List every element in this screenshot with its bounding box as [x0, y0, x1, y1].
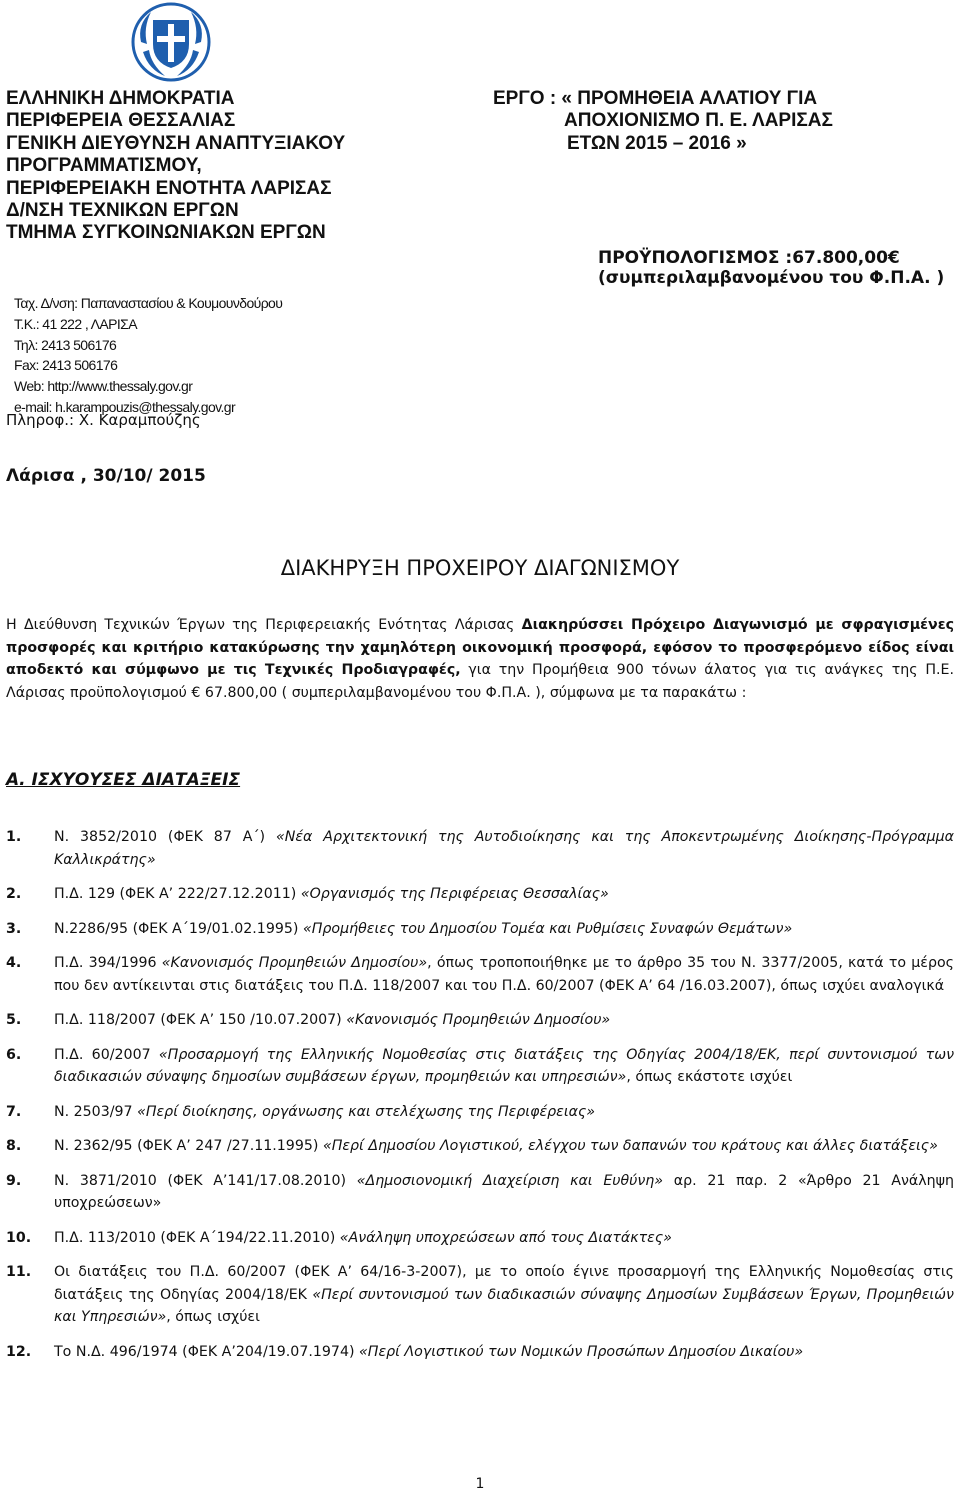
item-text: Π.Δ. 118/2007 (ΦΕΚ Α’ 150 /10.07.2007)	[54, 1012, 347, 1028]
page-number: 1	[475, 1476, 485, 1492]
item-text: Ν. 3852/2010 (ΦΕΚ 87 Α΄)	[54, 829, 276, 845]
list-item	[6, 1341, 954, 1364]
project-header	[485, 88, 955, 155]
item-title: «Προμήθειες του Δημοσίου Τομέα και Ρυθμίσεις Συναφών Θεμάτων»	[302, 920, 793, 937]
item-number: 7.	[6, 1103, 22, 1120]
project-line: ΕΤΩΝ 2015 – 2016 »	[567, 132, 747, 154]
item-title: «Ανάληψη υποχρεώσεων από τους Διατάκτες»	[339, 1229, 672, 1246]
item-text: Π.Δ. 113/2010 (ΦΕΚ Α΄194/22.11.2010)	[54, 1229, 340, 1246]
item-text: , όπως ισχύει	[166, 1309, 260, 1325]
authority-header	[6, 88, 476, 245]
item-number: 11.	[6, 1264, 32, 1280]
list-item	[6, 1044, 954, 1089]
contact-block	[14, 293, 282, 418]
contact-email: e-mail: h.karampouzis@thessaly.gov.gr	[14, 398, 236, 415]
header-line: ΤΜΗΜΑ ΣΥΓΚΟΙΝΩΝΙΑΚΩΝ ΕΡΓΩΝ	[6, 222, 326, 244]
list-item	[6, 1261, 954, 1329]
budget-block	[598, 248, 944, 288]
header-line: Δ/ΝΣΗ ΤΕΧΝΙΚΩΝ ΕΡΓΩΝ	[6, 200, 239, 222]
item-text: Το Ν.Δ. 496/1974 (ΦΕΚ Α’204/19.07.1974)	[54, 1343, 360, 1360]
item-text: Ν. 2503/97	[54, 1103, 138, 1120]
item-title: «Κανονισμός Προμηθειών Δημοσίου»	[161, 955, 428, 971]
item-text: Π.Δ. 60/2007	[54, 1046, 159, 1063]
item-title: «Περί συντονισμού των διαδικασιών σύναψης Δημοσίων Συμβάσεων Έργων, Προμηθειών και Υπηρεσιών»	[54, 1286, 954, 1325]
item-number: 3.	[6, 920, 22, 937]
budget-line: ΠΡΟΫΠΟΛΟΓΙΣΜΟΣ :67.800,00€	[598, 248, 900, 268]
item-title: «Κανονισμός Προμηθειών Δημοσίου»	[346, 1012, 611, 1028]
item-text: Οι διατάξεις του Π.Δ. 60/2007 (ΦΕΚ Α’ 64/16-3-2007), με το οποίο έγινε προσαρμογή της Ελληνικής Νομοθεσίας στις διατάξεις της Οδηγίας 2004/18/ΕΚ	[54, 1264, 954, 1303]
greek-emblem-icon	[131, 2, 211, 82]
item-number: 2.	[6, 886, 22, 902]
list-item	[6, 1135, 954, 1158]
header-line: ΕΛΛΗΝΙΚΗ ΔΗΜΟΚΡΑΤΙΑ	[6, 88, 235, 109]
list-item	[6, 918, 954, 941]
contact-web: Web: http://www.thessaly.gov.gr	[14, 378, 193, 395]
contact-phone: Τηλ: 2413 506176	[14, 336, 117, 353]
project-line: ΑΠΟΧΙΟΝΙΣΜΟ Π. Ε. ΛΑΡΙΣΑΣ	[564, 110, 833, 132]
project-line: ΕΡΓΟ : « ΠΡΟΜΗΘΕΙΑ ΑΛΑΤΙΟΥ ΓΙΑ	[493, 88, 818, 109]
item-text: , όπως τροποποιήθηκε με το άρθρο 35 του Ν. 3377/2005, κατά το μέρος που δεν αντίκεινται στις διατάξεις του Π.Δ. 118/2007 και του Π.Δ. 60/2007 (ΦΕΚ Α’ 64 /16.03.2007), όπως ισχύει αναλογικά	[54, 955, 954, 994]
item-number: 1.	[6, 829, 22, 845]
item-title: «Νέα Αρχιτεκτονική της Αυτοδιοίκησης και της Αποκεντρωμένης Διοίκησης-Πρόγραμμα Καλλικράτης»	[54, 829, 954, 868]
item-number: 6.	[6, 1046, 22, 1063]
item-text: Ν. 3871/2010 (ΦΕΚ Α’141/17.08.2010)	[54, 1172, 357, 1189]
item-title: «Περί Δημοσίου Λογιστικού, ελέγχου των δαπανών του κράτους και άλλες διατάξεις»	[322, 1138, 938, 1154]
item-number: 5.	[6, 1012, 22, 1028]
item-text: Π.Δ. 129 (ΦΕΚ Α’ 222/27.12.2011)	[54, 886, 301, 902]
item-number: 9.	[6, 1172, 22, 1189]
contact-info: Πληροφ.: Χ. Καραμπούζης	[6, 411, 201, 429]
list-item	[6, 826, 954, 871]
item-number: 12.	[6, 1343, 32, 1360]
item-number: 10.	[6, 1229, 32, 1246]
header-line: ΠΕΡΙΦΕΡΕΙΑΚΗ ΕΝΟΤΗΤΑ ΛΑΡΙΣΑΣ	[6, 177, 332, 199]
item-title: «Προσαρμογή της Ελληνικής Νομοθεσίας στις διατάξεις της Οδηγίας 2004/18/ΕΚ, περί συντονισμού των διαδικασιών σύναψης δημοσίων συμβάσεων έργων, προμηθειών και υπηρεσιών»	[54, 1046, 954, 1085]
item-text: Ν.2286/95 (ΦΕΚ Α΄19/01.02.1995)	[54, 920, 303, 937]
item-title: «Περί Λογιστικού των Νομικών Προσώπων Δημοσίου Δικαίου»	[359, 1343, 804, 1360]
item-text: , όπως εκάστοτε ισχύει	[626, 1069, 793, 1085]
intro-text: Η Διεύθυνση Τεχνικών Έργων της Περιφερειακής Ενότητας Λάρισας	[6, 617, 522, 633]
intro-text-end: για την Προμήθεια 900 τόνων άλατος για τις ανάγκες της Π.Ε. Λάρισας προϋπολογισμού € 67.800,00 ( συμπεριλαμβανομένου του Φ.Π.Α. ), σύμφωνα με τα παρακάτω :	[6, 662, 954, 701]
list-item	[6, 1227, 954, 1250]
item-text: Π.Δ. 394/1996	[54, 955, 162, 971]
list-item	[6, 1101, 954, 1124]
contact-postal: Τ.Κ.: 41 222 , ΛΑΡΙΣΑ	[14, 315, 137, 332]
provisions-list	[6, 826, 954, 1363]
list-item	[6, 883, 954, 906]
item-text: Ν. 2362/95 (ΦΕΚ Α’ 247 /27.11.1995)	[54, 1138, 323, 1154]
item-title: «Περί διοίκησης, οργάνωσης και στελέχωσης της Περιφέρειας»	[137, 1103, 596, 1120]
document-title: ΔΙΑΚΗΡΥΞΗ ΠΡΟΧΕΙΡΟΥ ΔΙΑΓΩΝΙΣΜΟΥ	[280, 556, 680, 580]
date-line: Λάρισα , 30/10/ 2015	[6, 466, 206, 486]
item-number: 8.	[6, 1138, 22, 1154]
contact-fax: Fax: 2413 506176	[14, 357, 118, 374]
header-line: ΓΕΝΙΚΗ ΔΙΕΥΘΥΝΣΗ ΑΝΑΠΤΥΞΙΑΚΟΥ	[6, 132, 346, 154]
section-heading: Α. ΙΣΧΥΟΥΣΕΣ ΔΙΑΤΑΞΕΙΣ	[6, 770, 241, 790]
item-number: 4.	[6, 955, 22, 971]
contact-address: Ταχ. Δ/νση: Παπαναστασίου & Κουμουνδούρου	[14, 295, 283, 311]
budget-line: (συμπεριλαμβανομένου του Φ.Π.Α. )	[598, 268, 945, 288]
item-title: «Δημοσιονομική Διαχείριση και Ευθύνη»	[356, 1172, 664, 1189]
list-item	[6, 1009, 954, 1032]
intro-bold-text: Διακηρύσσει Πρόχειρο Διαγωνισμό με σφραγισμένες προσφορές και κριτήριο κατακύρωσης την χαμηλότερη οικονομική προσφορά, εφόσον το προσφερόμενο είδος είναι αποδεκτό και σύμφωνο με τις Τεχνικές Προδιαγραφές,	[6, 617, 955, 678]
header-line: ΠΕΡΙΦΕΡΕΙΑ ΘΕΣΣΑΛΙΑΣ	[6, 110, 236, 132]
intro-paragraph	[6, 614, 954, 704]
item-text: αρ. 21 παρ. 2 «Άρθρο 21 Ανάληψη υποχρεώσεων»	[54, 1172, 955, 1211]
list-item	[6, 1170, 954, 1215]
list-item	[6, 952, 954, 997]
header-line: ΠΡΟΓΡΑΜΜΑΤΙΣΜΟΥ,	[6, 155, 202, 177]
item-title: «Οργανισμός της Περιφέρειας Θεσσαλίας»	[300, 886, 609, 902]
